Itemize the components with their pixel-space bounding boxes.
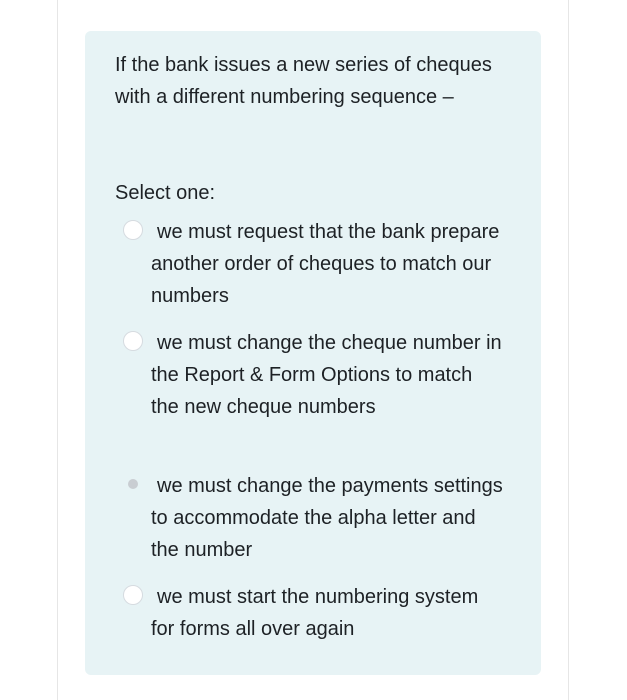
answer-option-d-label[interactable]: we must start the numbering system for forms all over again	[151, 586, 479, 640]
answer-option-d[interactable]	[123, 581, 503, 645]
answer-option-c[interactable]	[123, 470, 503, 566]
radio-button-a[interactable]	[123, 220, 143, 240]
answer-option-b[interactable]	[123, 327, 503, 423]
question-card	[85, 31, 541, 675]
answer-option-a-label[interactable]: we must request that the bank prepare another order of cheques to match our numbers	[151, 221, 500, 307]
radio-button-c-selected[interactable]	[123, 474, 143, 494]
answer-option-b-label[interactable]: we must change the cheque number in the Report & Form Options to match the new cheque numbers	[151, 332, 502, 418]
radio-button-d[interactable]	[123, 585, 143, 605]
select-one-prompt: Select one:	[115, 182, 216, 204]
radio-button-b[interactable]	[123, 331, 143, 351]
question-text: If the bank issues a new series of cheques with a different numbering sequence –	[115, 54, 492, 108]
answer-option-c-label[interactable]: we must change the payments settings to accommodate the alpha letter and the number	[151, 475, 503, 561]
answer-option-a[interactable]	[123, 216, 503, 312]
